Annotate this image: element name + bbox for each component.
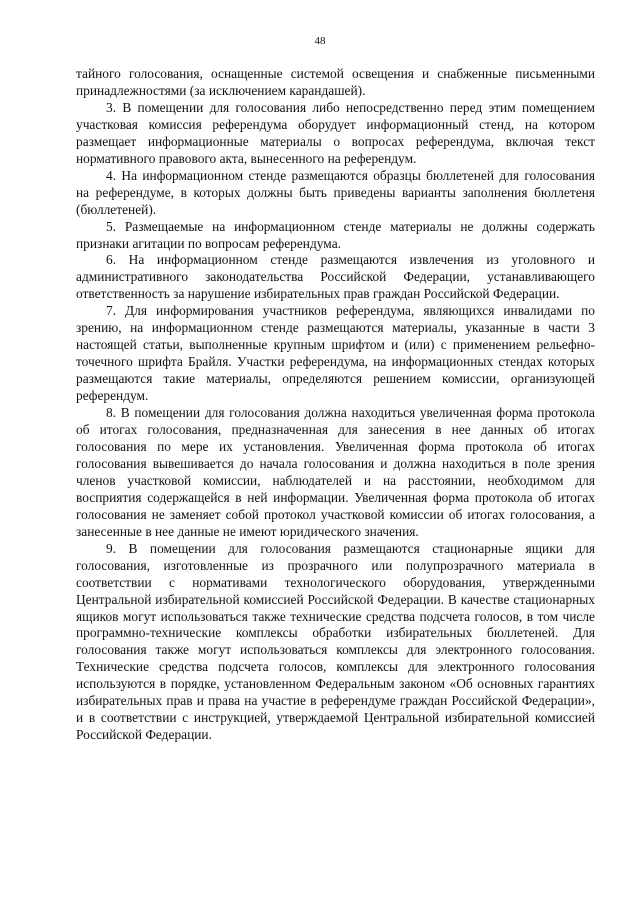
paragraph-7: 7. Для информирования участников референдума, являющихся инвалидами по зрению, на информационном стенде размещаются материалы, указанные в части 3 настоящей статьи, выполненные крупным шрифтом и (или) с применением рельефно-точечного шрифта Брайля. Участки референдума, на информационных стендах которых размещаются такие материалы, определяются решением комиссии, организующей референдум. (76, 303, 595, 404)
paragraph-5: 5. Размещаемые на информационном стенде материалы не должны содержать признаки агитации по вопросам референдума. (76, 218, 595, 251)
document-body (76, 66, 595, 744)
paragraph-6: 6. На информационном стенде размещаются извлечения из уголовного и административного законодательства Российской Федерации, устанавливающего ответственность за нарушение избирательных прав граждан Российской Федерации. (76, 252, 595, 302)
paragraph-8: 8. В помещении для голосования должна находиться увеличенная форма протокола об итогах голосования, предназначенная для занесения в нее данных об итогах голосования по мере их установления. Увеличенная форма протокола об итогах голосования вывешивается до начала голосования и должна находиться в поле зрения членов участковой комиссии, наблюдателей и на расстоянии, необходимом для восприятия содержащейся в ней информации. Увеличенная форма протокола об итогах голосования не заменяет собой протокол участковой комиссии об итогах голосования, а занесенные в нее данные не имеют юридического значения. (76, 405, 595, 539)
page-number: 48 (314, 35, 326, 47)
paragraph-continuation: тайного голосования, оснащенные системой освещения и снабженные письменными принадлежностями (за исключением карандашей). (76, 66, 595, 98)
paragraph-4: 4. На информационном стенде размещаются образцы бюллетеней для голосования на референдуме, в которых должны быть приведены варианты заполнения бюллетеня (бюллетеней). (76, 167, 595, 217)
paragraph-9: 9. В помещении для голосования размещаются стационарные ящики для голосования, изготовленные из прозрачного или полупрозрачного материала в соответствии с нормативами технологического оборудования, утвержденными Центральной избирательной комиссией Российской Федерации. В качестве стационарных ящиков могут использоваться также технические средства подсчета голосов, в том числе программно-технические комплексы обработки избирательных бюллетеней. Для голосования также могут использоваться комплексы для электронного голосования. Технические средства подсчета голосов, комплексы для электронного голосования используются в порядке, установленном Федеральным законом «Об основных гарантиях избирательных прав и права на участие в референдуме граждан Российской Федерации», и в соответствии с инструкцией, утверждаемой Центральной избирательной комиссией Российской Федерации. (76, 540, 595, 743)
paragraph-3: 3. В помещении для голосования либо непосредственно перед этим помещением участковая комиссия референдума оборудует информационный стенд, на котором размещает информационные материалы о вопросах референдума, включая текст нормативного правового акта, вынесенного на референдум. (76, 99, 595, 166)
